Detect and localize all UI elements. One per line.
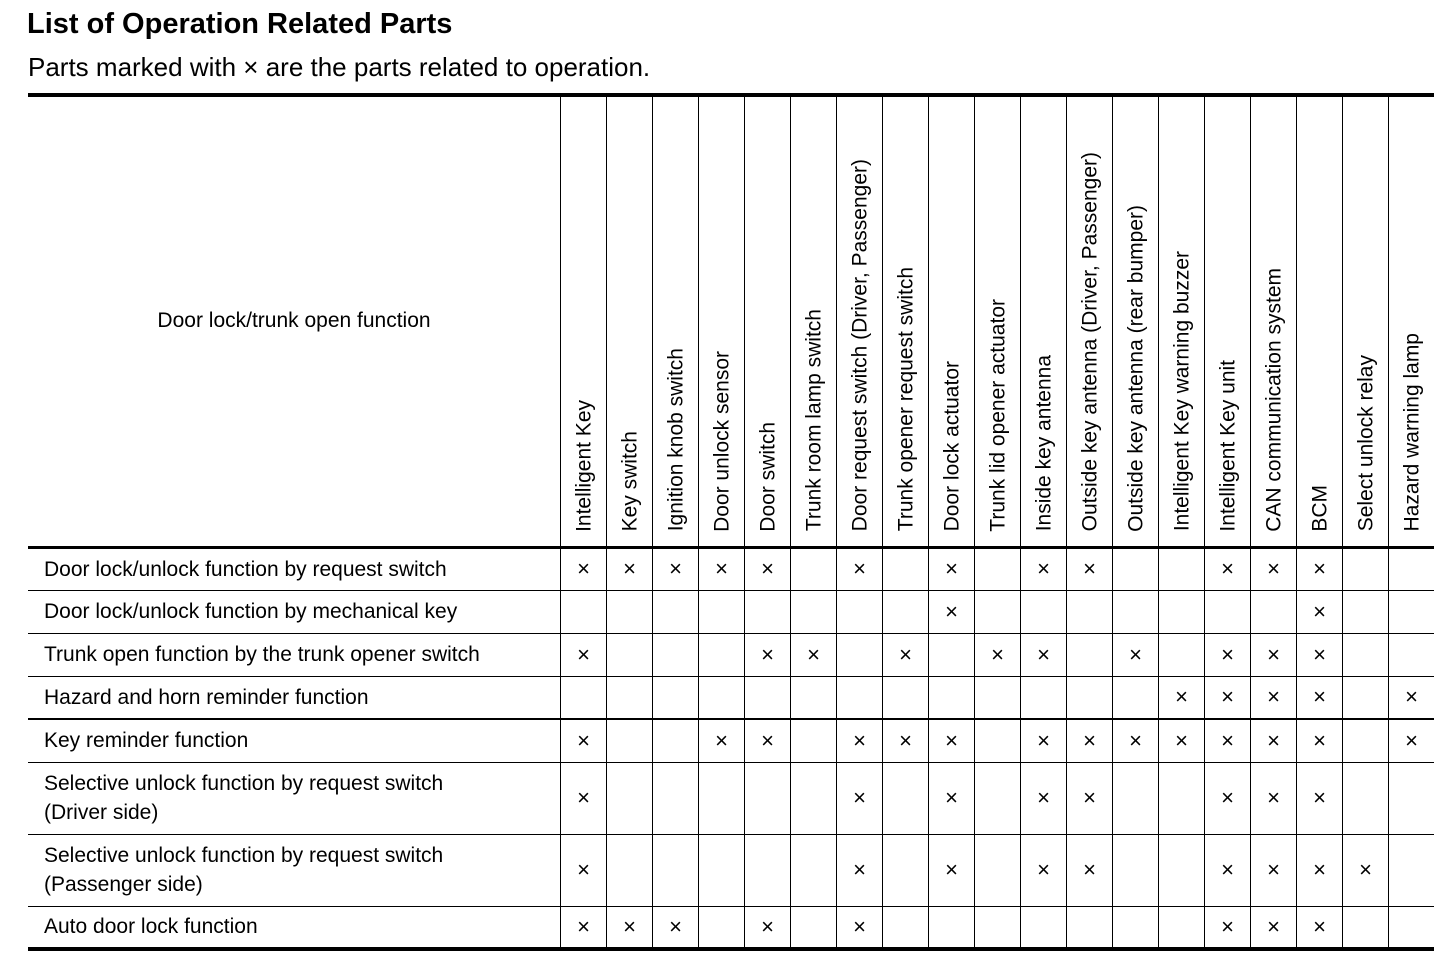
mark-cell: × <box>653 906 699 949</box>
mark-cell: × <box>837 719 883 762</box>
mark-cell: × <box>1297 762 1343 834</box>
mark-cell <box>1067 676 1113 719</box>
function-name-cell <box>28 676 561 719</box>
part-column-header <box>607 95 653 547</box>
mark-cell: × <box>837 906 883 949</box>
mark-cell: × <box>1389 676 1435 719</box>
part-column-label: Ignition knob switch <box>664 348 687 532</box>
page-subtitle: Parts marked with × are the parts related to operation. <box>28 52 651 82</box>
mark-cell: × <box>1021 834 1067 906</box>
mark-cell <box>1343 633 1389 676</box>
part-column-label: Intelligent Key unit <box>1216 359 1239 532</box>
part-column-header <box>1113 95 1159 547</box>
mark-cell: × <box>607 906 653 949</box>
mark-cell <box>883 906 929 949</box>
mark-cell <box>745 590 791 633</box>
mark-cell <box>791 676 837 719</box>
mark-cell <box>745 676 791 719</box>
mark-cell <box>883 676 929 719</box>
mark-cell <box>929 633 975 676</box>
mark-cell <box>975 834 1021 906</box>
part-column-label: Outside key antenna (Driver, Passenger) <box>1078 152 1101 532</box>
mark-cell <box>791 719 837 762</box>
mark-cell: × <box>1067 719 1113 762</box>
mark-cell <box>653 676 699 719</box>
part-column-header <box>699 95 745 547</box>
part-column-label: Door request switch (Driver, Passenger) <box>848 159 871 532</box>
mark-cell: × <box>1067 834 1113 906</box>
part-column-header <box>653 95 699 547</box>
mark-cell <box>561 590 607 633</box>
table-row <box>28 719 1434 762</box>
mark-cell <box>1205 590 1251 633</box>
mark-cell <box>791 762 837 834</box>
part-column-label: BCM <box>1308 484 1331 532</box>
mark-cell <box>1113 906 1159 949</box>
mark-cell: × <box>1251 633 1297 676</box>
mark-cell <box>1343 906 1389 949</box>
part-column-label: Intelligent Key warning buzzer <box>1170 251 1193 532</box>
mark-cell <box>791 906 837 949</box>
mark-cell <box>837 633 883 676</box>
part-column-label: Door switch <box>756 421 779 532</box>
table-row <box>28 547 1434 590</box>
mark-cell <box>929 676 975 719</box>
mark-cell <box>975 676 1021 719</box>
mark-cell: × <box>1021 633 1067 676</box>
mark-cell <box>791 547 837 590</box>
table-row <box>28 834 1434 906</box>
mark-cell: × <box>1297 633 1343 676</box>
mark-cell: × <box>1159 676 1205 719</box>
mark-cell <box>699 906 745 949</box>
mark-cell: × <box>745 906 791 949</box>
mark-cell <box>745 762 791 834</box>
part-column-label: CAN communication system <box>1262 267 1285 532</box>
mark-cell <box>883 590 929 633</box>
function-name: Selective unlock function by request switch <box>44 844 444 867</box>
mark-cell: × <box>1343 834 1389 906</box>
mark-cell: × <box>653 547 699 590</box>
mark-cell: × <box>1205 719 1251 762</box>
mark-cell: × <box>1205 762 1251 834</box>
mark-cell: × <box>929 719 975 762</box>
mark-cell: × <box>561 547 607 590</box>
mark-cell: × <box>745 547 791 590</box>
mark-cell <box>1389 834 1435 906</box>
mark-cell <box>1067 590 1113 633</box>
function-name-detail: (Passenger side) <box>44 873 203 896</box>
mark-cell <box>1159 906 1205 949</box>
mark-cell <box>883 547 929 590</box>
mark-cell: × <box>1021 719 1067 762</box>
function-name-cell <box>28 633 561 676</box>
mark-cell: × <box>837 547 883 590</box>
mark-cell: × <box>1251 547 1297 590</box>
mark-cell: × <box>1021 762 1067 834</box>
part-column-label: Inside key antenna <box>1032 355 1055 532</box>
part-column-label: Hazard warning lamp <box>1400 333 1423 532</box>
mark-cell <box>1343 762 1389 834</box>
mark-cell: × <box>561 633 607 676</box>
mark-cell <box>653 762 699 834</box>
mark-cell: × <box>1067 547 1113 590</box>
mark-cell: × <box>929 762 975 834</box>
table-row <box>28 762 1434 834</box>
mark-cell: × <box>561 834 607 906</box>
function-name-cell <box>28 906 561 949</box>
mark-cell: × <box>561 762 607 834</box>
part-column-header <box>561 95 607 547</box>
table-row <box>28 676 1434 719</box>
mark-cell <box>653 590 699 633</box>
mark-cell <box>653 719 699 762</box>
part-column-header <box>1297 95 1343 547</box>
function-name: Door lock/unlock function by mechanical key <box>44 600 458 623</box>
part-column-label: Trunk room lamp switch <box>802 309 825 532</box>
mark-cell: × <box>699 547 745 590</box>
mark-cell: × <box>883 633 929 676</box>
mark-cell: × <box>929 547 975 590</box>
mark-cell <box>1389 633 1435 676</box>
page-title: List of Operation Related Parts <box>27 8 453 40</box>
part-column-header <box>1159 95 1205 547</box>
mark-cell <box>561 676 607 719</box>
part-column-header <box>1251 95 1297 547</box>
mark-cell <box>1159 547 1205 590</box>
mark-cell <box>1021 590 1067 633</box>
mark-cell <box>1343 676 1389 719</box>
part-column-label: Door lock actuator <box>940 361 963 532</box>
part-column-header <box>929 95 975 547</box>
function-name: Trunk open function by the trunk opener switch <box>44 643 480 666</box>
table-header-row <box>28 95 1434 547</box>
mark-cell: × <box>1067 762 1113 834</box>
mark-cell <box>607 590 653 633</box>
mark-cell <box>653 633 699 676</box>
part-column-header <box>837 95 883 547</box>
mark-cell: × <box>1297 906 1343 949</box>
mark-cell: × <box>1205 633 1251 676</box>
mark-cell <box>1067 906 1113 949</box>
mark-cell <box>1159 590 1205 633</box>
mark-cell <box>929 906 975 949</box>
mark-cell: × <box>1205 676 1251 719</box>
table-row <box>28 590 1434 633</box>
mark-cell: × <box>1113 719 1159 762</box>
mark-cell: × <box>837 834 883 906</box>
mark-cell <box>1113 547 1159 590</box>
mark-cell <box>699 590 745 633</box>
mark-cell <box>1343 719 1389 762</box>
mark-cell <box>1159 762 1205 834</box>
mark-cell <box>1389 547 1435 590</box>
part-column-label: Trunk opener request switch <box>894 267 917 532</box>
mark-cell: × <box>1297 547 1343 590</box>
mark-cell: × <box>1251 834 1297 906</box>
mark-cell: × <box>1297 834 1343 906</box>
mark-cell: × <box>561 906 607 949</box>
table-row <box>28 633 1434 676</box>
mark-cell: × <box>1159 719 1205 762</box>
function-name: Selective unlock function by request switch <box>44 772 444 795</box>
mark-cell: × <box>1251 719 1297 762</box>
mark-cell: × <box>1205 547 1251 590</box>
function-name-cell <box>28 834 561 906</box>
mark-cell <box>607 834 653 906</box>
mark-cell: × <box>1297 676 1343 719</box>
part-column-header <box>745 95 791 547</box>
mark-cell <box>883 834 929 906</box>
mark-cell <box>791 834 837 906</box>
function-name: Hazard and horn reminder function <box>44 685 369 709</box>
part-column-label: Trunk lid opener actuator <box>986 298 1009 532</box>
mark-cell <box>607 719 653 762</box>
function-name: Door lock/unlock function by request switch <box>44 557 447 581</box>
mark-cell: × <box>929 834 975 906</box>
mark-cell <box>1159 633 1205 676</box>
mark-cell <box>1389 762 1435 834</box>
mark-cell <box>1251 590 1297 633</box>
mark-cell: × <box>1021 547 1067 590</box>
mark-cell <box>699 633 745 676</box>
mark-cell <box>1389 590 1435 633</box>
mark-cell: × <box>929 590 975 633</box>
mark-cell <box>975 547 1021 590</box>
mark-cell <box>975 719 1021 762</box>
mark-cell: × <box>837 762 883 834</box>
part-column-header <box>1067 95 1113 547</box>
function-name-cell <box>28 719 561 762</box>
mark-cell <box>699 762 745 834</box>
part-column-header <box>1205 95 1251 547</box>
mark-cell <box>1113 834 1159 906</box>
function-column-header: Door lock/trunk open function <box>28 95 561 547</box>
mark-cell: × <box>791 633 837 676</box>
mark-cell <box>607 762 653 834</box>
part-column-label: Outside key antenna (rear bumper) <box>1124 204 1147 532</box>
mark-cell <box>699 676 745 719</box>
mark-cell <box>1343 590 1389 633</box>
mark-cell <box>1343 547 1389 590</box>
part-column-label: Intelligent Key <box>572 399 595 532</box>
mark-cell: × <box>1297 719 1343 762</box>
mark-cell: × <box>1205 834 1251 906</box>
mark-cell <box>653 834 699 906</box>
mark-cell <box>1113 762 1159 834</box>
part-column-header <box>883 95 929 547</box>
mark-cell: × <box>883 719 929 762</box>
mark-cell <box>837 676 883 719</box>
mark-cell <box>745 834 791 906</box>
part-column-header <box>1343 95 1389 547</box>
mark-cell: × <box>745 633 791 676</box>
mark-cell: × <box>1251 676 1297 719</box>
mark-cell: × <box>607 547 653 590</box>
mark-cell: × <box>1205 906 1251 949</box>
mark-cell: × <box>561 719 607 762</box>
mark-cell: × <box>1389 719 1435 762</box>
mark-cell: × <box>1297 590 1343 633</box>
part-column-header <box>975 95 1021 547</box>
mark-cell: × <box>745 719 791 762</box>
mark-cell <box>883 762 929 834</box>
operation-parts-table <box>28 93 1434 951</box>
mark-cell <box>1021 676 1067 719</box>
mark-cell <box>1113 676 1159 719</box>
mark-cell <box>1389 906 1435 949</box>
function-name: Key reminder function <box>44 729 249 753</box>
mark-cell: × <box>1251 762 1297 834</box>
mark-cell <box>837 590 883 633</box>
table-row <box>28 906 1434 949</box>
mark-cell <box>1067 633 1113 676</box>
mark-cell <box>607 633 653 676</box>
part-column-header <box>1389 95 1435 547</box>
mark-cell <box>1159 834 1205 906</box>
mark-cell <box>699 834 745 906</box>
mark-cell <box>607 676 653 719</box>
function-name-detail: (Driver side) <box>44 801 159 824</box>
mark-cell <box>1113 590 1159 633</box>
mark-cell <box>975 590 1021 633</box>
part-column-header <box>791 95 837 547</box>
mark-cell: × <box>699 719 745 762</box>
function-name-cell <box>28 590 561 633</box>
table-body <box>28 547 1434 949</box>
part-column-label: Select unlock relay <box>1354 355 1377 532</box>
mark-cell: × <box>1251 906 1297 949</box>
part-column-label: Key switch <box>618 431 641 532</box>
part-column-header <box>1021 95 1067 547</box>
mark-cell <box>975 906 1021 949</box>
function-name: Auto door lock function <box>44 915 258 939</box>
mark-cell: × <box>975 633 1021 676</box>
function-name-cell <box>28 547 561 590</box>
mark-cell <box>791 590 837 633</box>
function-name-cell <box>28 762 561 834</box>
mark-cell <box>975 762 1021 834</box>
mark-cell: × <box>1113 633 1159 676</box>
mark-cell <box>1021 906 1067 949</box>
part-column-label: Door unlock sensor <box>710 350 733 532</box>
